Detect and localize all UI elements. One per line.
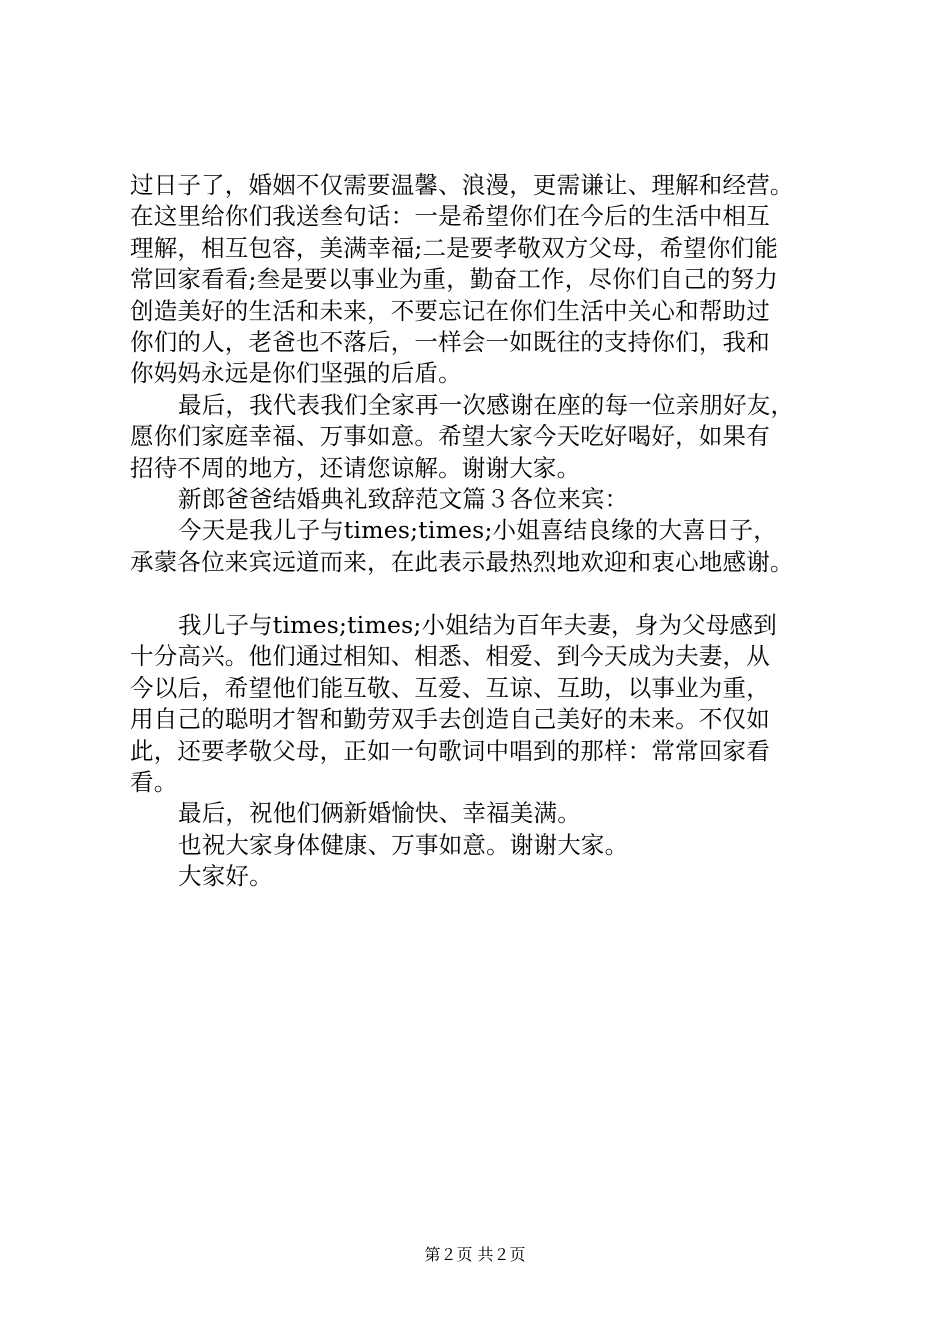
paragraph-gap: [130, 578, 850, 610]
document-body: [130, 170, 850, 893]
paragraph-start-line: 我儿子与times;times;小姐结为百年夫妻，身为父母感到: [178, 611, 777, 640]
text-line: 用自己的聪明才智和勤劳双手去创造自己美好的未来。不仅如: [130, 705, 770, 734]
paragraph-start-line: 也祝大家身体健康、万事如意。谢谢大家。: [178, 830, 629, 859]
text-line: 承蒙各位来宾远道而来，在此表示最热烈地欢迎和衷心地感谢。: [130, 547, 794, 576]
text-line: 十分高兴。他们通过相知、相悉、相爱、到今天成为夫妻，从: [130, 642, 770, 671]
section-heading: 新郎爸爸结婚典礼致辞范文篇３各位来宾：: [178, 484, 629, 513]
paragraph-start-line: 最后，祝他们俩新婚愉快、幸福美满。: [178, 799, 581, 828]
text-line: 愿你们家庭幸福、万事如意。希望大家今天吃好喝好，如果有: [130, 422, 770, 451]
paragraph-start-line: 今天是我儿子与times;times;小姐喜结良缘的大喜日子，: [178, 516, 777, 545]
paragraph-start-line: 最后，我代表我们全家再一次感谢在座的每一位亲朋好友，: [178, 390, 795, 419]
text-line: 常回家看看;叁是要以事业为重，勤奋工作，尽你们自己的努力: [130, 265, 779, 294]
text-line: 你妈妈永远是你们坚强的后盾。: [130, 359, 462, 388]
text-line: 你们的人，老爸也不落后，一样会一如既往的支持你们，我和: [130, 327, 770, 356]
page-number-footer: 第２页 共２页: [424, 1245, 526, 1264]
text-line: 在这里给你们我送叁句话：一是希望你们在今后的生活中相互: [130, 202, 770, 231]
text-line: 今以后，希望他们能互敬、互爱、互谅、互助，以事业为重，: [130, 673, 770, 702]
paragraph-start-line: 大家好。: [178, 862, 273, 891]
text-line: 此，还要孝敬父母，正如一句歌词中唱到的那样：常常回家看: [130, 736, 770, 765]
text-line: 招待不周的地方，还请您谅解。谢谢大家。: [130, 453, 581, 482]
text-line: 看。: [130, 768, 178, 797]
text-line: 创造美好的生活和未来，不要忘记在你们生活中关心和帮助过: [130, 296, 770, 325]
text-line: 过日子了，婚姻不仅需要温馨、浪漫，更需谦让、理解和经营。: [130, 171, 794, 199]
text-line: 理解，相互包容，美满幸福;二是要孝敬双方父母，希望你们能: [130, 233, 779, 262]
